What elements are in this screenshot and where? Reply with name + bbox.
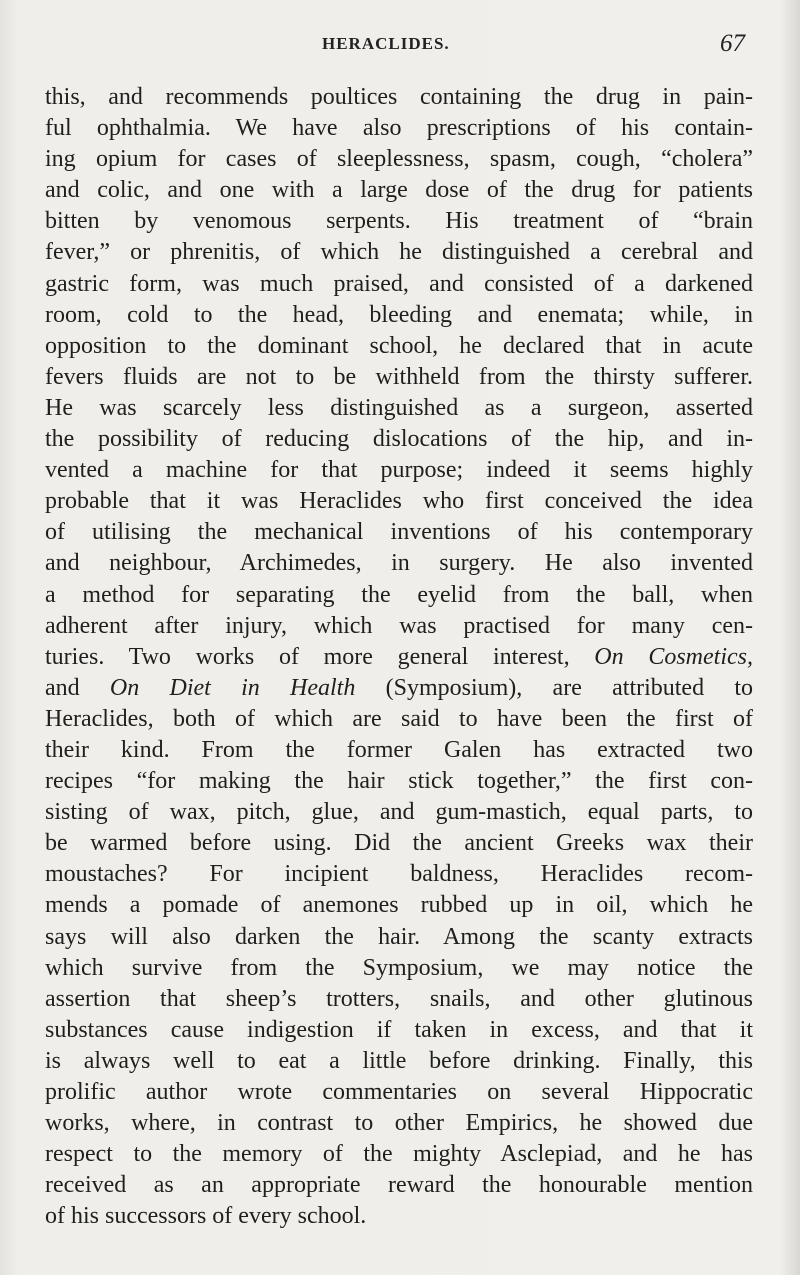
text-line: works, where, in contrast to other Empirics, he showed due — [45, 1110, 753, 1137]
text-line: the possibility of reducing dislocations of the hip, and in- — [45, 426, 753, 453]
page-header — [0, 30, 800, 64]
text-line: is always well to eat a little before drinking. Finally, this — [45, 1047, 753, 1074]
text-line: fever,” or phrenitis, of which he distinguished a cerebral and — [45, 239, 753, 266]
text-line-with-title — [45, 642, 753, 673]
text-line: probable that it was Heraclides who first conceived the idea — [45, 488, 753, 515]
text-line: substances cause indigestion if taken in excess, and that it — [45, 1016, 753, 1043]
text-line: a method for separating the eyelid from the ball, when — [45, 581, 753, 608]
text-line: bitten by venomous serpents. His treatment of “brain — [45, 208, 753, 235]
text-line-final: of his successors of every school. — [45, 1203, 367, 1230]
text-line: mends a pomade of anemones rubbed up in oil, which he — [45, 892, 753, 919]
text-line: be warmed before using. Did the ancient Greeks wax their — [45, 830, 753, 857]
text-line: which survive from the Symposium, we may notice the — [45, 954, 753, 981]
text-line: recipes “for making the hair stick together,” the first con- — [45, 768, 753, 795]
text-line: their kind. From the former Galen has extracted two — [45, 736, 753, 763]
running-head: HERACLIDES. — [322, 34, 450, 53]
text-line: assertion that sheep’s trotters, snails, and other glutinous — [45, 985, 753, 1012]
text-line: says will also darken the hair. Among the scanty extracts — [45, 923, 753, 950]
text-line-with-title — [45, 673, 753, 704]
text-line: moustaches? For incipient baldness, Heraclides recom- — [45, 861, 753, 888]
text-line: vented a machine for that purpose; indeed it seems highly — [45, 457, 753, 484]
text-line: opposition to the dominant school, he declared that in acute — [45, 332, 753, 359]
text-line: prolific author wrote commentaries on several Hippocratic — [45, 1079, 753, 1105]
text-line: this, and recommends poultices containing the drug in pain- — [45, 84, 753, 110]
page-number: 67 — [720, 30, 745, 57]
text-line: gastric form, was much praised, and consisted of a darkened — [45, 270, 753, 297]
text-line: and colic, and one with a large dose of the drug for patients — [45, 177, 753, 204]
text-fragment: (Symposium), are attributed to — [355, 674, 754, 701]
body-paragraph — [45, 82, 753, 1232]
text-line: fevers fluids are not to be withheld from the thirsty sufferer. — [45, 363, 753, 390]
text-line: received as an appropriate reward the honourable mention — [45, 1172, 753, 1199]
text-line: ing opium for cases of sleeplessness, spasm, cough, “cholera” — [45, 146, 753, 173]
text-line: of utilising the mechanical inventions of his contemporary — [45, 519, 753, 546]
italic-book-title: On Cosmetics, — [594, 643, 753, 670]
text-line: and neighbour, Archimedes, in surgery. He also invented — [45, 550, 753, 577]
text-line: adherent after injury, which was practised for many cen- — [45, 612, 753, 639]
text-fragment: turies. Two works of more general interest, — [45, 643, 595, 670]
text-line: He was scarcely less distinguished as a surgeon, asserted — [45, 394, 753, 421]
text-line: Heraclides, both of which are said to have been the first of — [45, 705, 753, 732]
text-line: sisting of wax, pitch, glue, and gum-mastich, equal parts, to — [45, 799, 753, 826]
text-line: room, cold to the head, bleeding and enemata; while, in — [45, 301, 753, 328]
text-fragment: and — [45, 674, 110, 701]
text-line: respect to the memory of the mighty Asclepiad, and he has — [45, 1141, 753, 1168]
italic-book-title: On Diet in Health — [109, 674, 356, 701]
text-line: ful ophthalmia. We have also prescriptions of his contain- — [45, 115, 753, 142]
